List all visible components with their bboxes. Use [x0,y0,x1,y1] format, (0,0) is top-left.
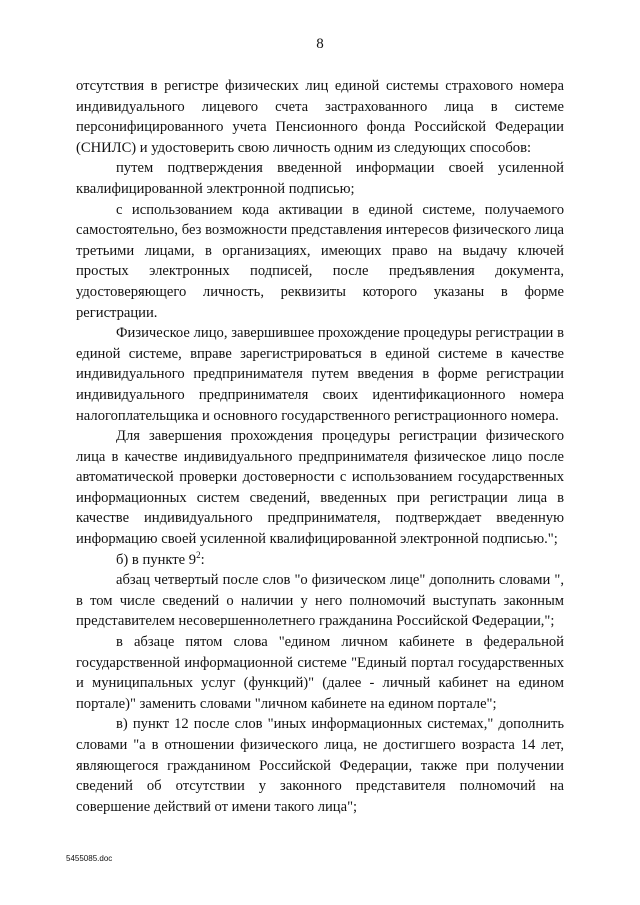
paragraph-6-tail: : [200,551,205,568]
paragraph-7: абзац четвертый после слов "о физическом лице" дополнить словами ", в том числе сведений о наличии у него полномочий выступать законным представителем несовершеннолетнего гражданина Российской Федерации,"; [76,572,564,630]
paragraph-3: с использованием кода активации в единой системе, получаемого самостоятельно, без возможности представления интересов физического лица третьими лицами, в организациях, имеющих право на выдачу ключей простых электронных подписей, после предъявления документа, удостоверяющего личность, реквизиты которого указаны в форме регистрации. [76,201,564,321]
paragraph-4: Физическое лицо, завершившее прохождение процедуры регистрации в единой системе, вправе зарегистрироваться в единой системе в качестве индивидуального предпринимателя путем введения в форме регистрации индивидуального предпринимателя своих идентификационного номера налогоплательщика и основного государственного регистрационного номера. [76,325,564,424]
paragraph-8: в абзаце пятом слова "едином личном кабинете в федеральной государственной информационной системе "Единый портал государственных и муниципальных услуг (функций)" (далее - личный кабинет на едином портале)" заменить словами "личном кабинете на едином портале"; [76,634,564,712]
paragraph-5: Для завершения прохождения процедуры регистрации физического лица в качестве индивидуального предпринимателя физическое лицо после автоматической проверки достоверности с использованием государственных информационных систем сведений, введенных при регистрации лица в качестве индивидуального предпринимателя, подтверждает введенную информацию своей усиленной квалифицированной электронной подписью."; [76,428,564,548]
paragraph-2: путем подтверждения введенной информации своей усиленной квалифицированной электронной подписью; [76,160,564,197]
paragraph-6-text: б) в пункте 9 [116,551,197,568]
page-number: 8 [316,36,324,52]
paragraph-9: в) пункт 12 после слов "иных информационных системах," дополнить словами "а в отношении физического лица, не достигшего возраста 14 лет, являющегося гражданином Российской Федерации, также при получении сведений об отсутствии у законного представителя полномочий на совершение действий от имени такого лица"; [76,716,564,815]
paragraph-1: отсутствия в регистре физических лиц единой системы страхового номера индивидуального лицевого счета застрахованного лица в системе персонифицированного учета Пенсионного фонда Российской Федерации (СНИЛС) и удостоверить свою личность одним из следующих способов: [76,78,564,156]
paragraph-6 [76,550,564,571]
footer-filename: 5455085.doc [66,854,113,863]
paragraph-6-superscript: 2 [196,549,201,560]
document-body [76,76,564,817]
